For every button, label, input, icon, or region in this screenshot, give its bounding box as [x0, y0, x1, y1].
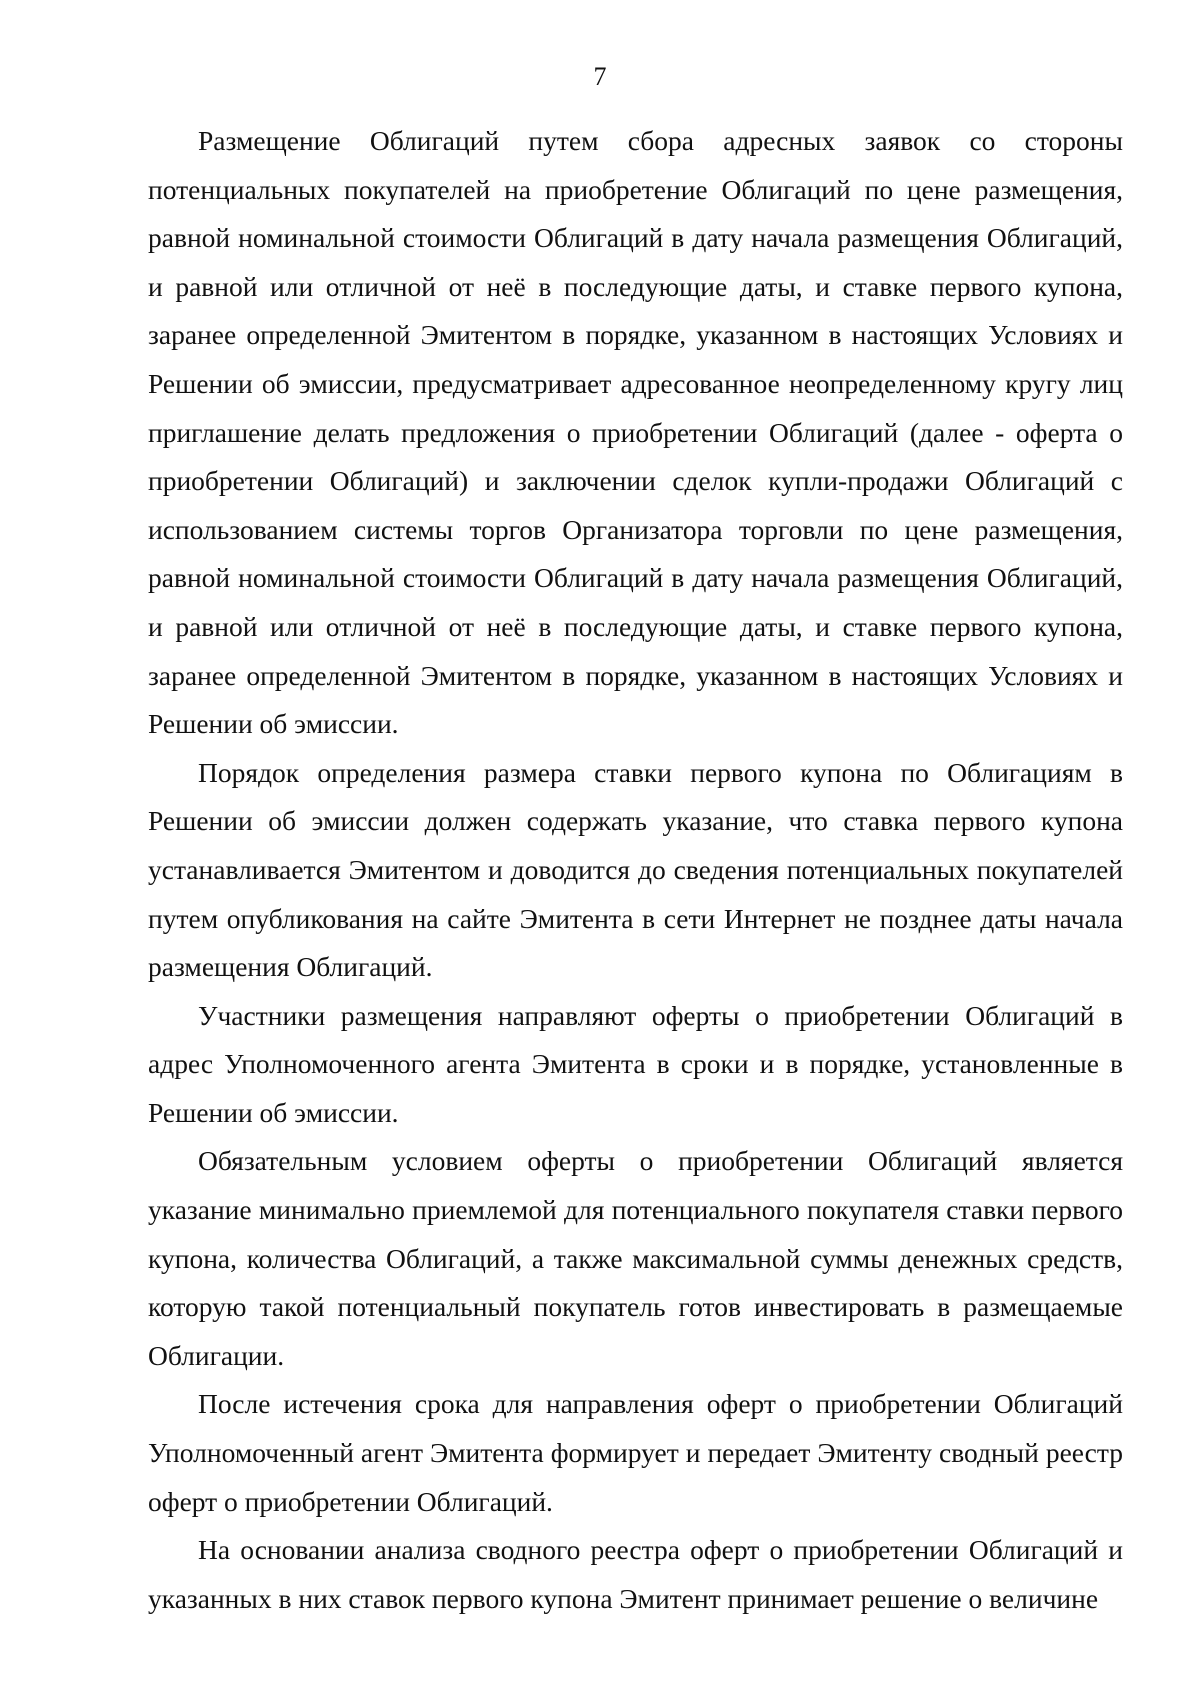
- paragraph-placement-participants: Участники размещения направляют оферты о приобретении Облигаций в адрес Уполномоченного агента Эмитента в сроки и в порядке, установленные в Решении об эмиссии.: [148, 999, 1123, 1128]
- paragraph-coupon-rate-procedure: Порядок определения размера ставки первого купона по Облигациям в Решении об эмиссии должен содержать указание, что ставка первого купона устанавливается Эмитентом и доводится до сведения потенциальных покупателей путем опубликования на сайте Эмитента в сети Интернет не позднее даты начала размещения Облигаций.: [148, 756, 1123, 983]
- paragraph-offer-condition: Обязательным условием оферты о приобретении Облигаций является указание минимально приемлемой для потенциального покупателя ставки первого купона, количества Облигаций, а также максимальной суммы денежных средств, которую такой потенциальный покупатель готов инвестировать в размещаемые Облигации.: [148, 1145, 1123, 1371]
- page-number: 7: [593, 62, 607, 91]
- paragraph-issuer-decision: На основании анализа сводного реестра оферт о приобретении Облигаций и указанных в них ставок первого купона Эмитент принимает решение о величине: [148, 1534, 1123, 1614]
- document-body: [148, 117, 1123, 1623]
- paragraph-offer-registry: После истечения срока для направления оферт о приобретении Облигаций Уполномоченный агент Эмитента формирует и передает Эмитенту сводный реестр оферт о приобретении Облигаций.: [148, 1388, 1123, 1517]
- paragraph-placement-method: Размещение Облигаций путем сбора адресных заявок со стороны потенциальных покупателей на приобретение Облигаций по цене размещения, равной номинальной стоимости Облигаций в дату начала размещения Облигаций, и равной или отличной от неё в последующие даты, и ставке первого купона, заранее определенной Эмитентом в порядке, указанном в настоящих Условиях и Решении об эмиссии, предусматривает адресованное неопределенному кругу лиц приглашение делать предложения о приобретении Облигаций (далее - оферта о приобретении Облигаций) и заключении сделок купли-продажи Облигаций с использованием системы торгов Организатора торговли по цене размещения, равной номинальной стоимости Облигаций в дату начала размещения Облигаций, и равной или отличной от неё в последующие даты, и ставке первого купона, заранее определенной Эмитентом в порядке, указанном в настоящих Условиях и Решении об эмиссии.: [148, 125, 1123, 740]
